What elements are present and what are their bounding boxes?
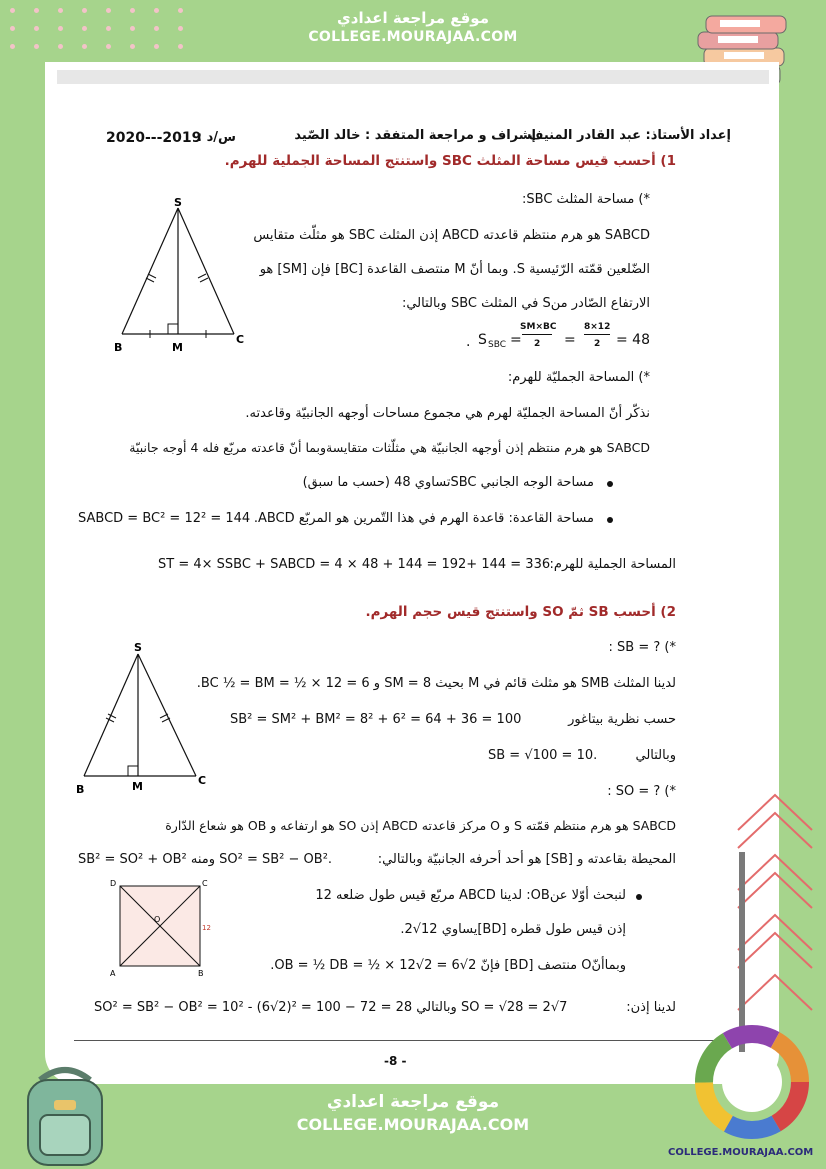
q2-sb-formula: SB = √100 = 10. [488,748,598,763]
tri1-label-m: M [172,341,183,354]
ssbc-result: = 48 [616,332,650,348]
square-abcd-figure [108,876,218,978]
q1-bullet2-formula: SABCD = BC² = 12² = 144 [78,511,251,526]
triangle-sbc-figure [108,196,248,356]
bottom-site-name: موقع مراجعة اعدادي [326,1092,500,1112]
tri2-label-s: S [134,641,142,654]
q1-sub2: *) المساحة الجمليّة للهرم: [507,370,650,385]
sq-label-b: B [198,969,204,978]
q1-para2-line1: نذكّر أنّ المساحة الجمليّة لهرم هي مجموع مساحات أوجهه الجانبيّة وقاعدته. [245,406,650,421]
header-year-label: س/د : [196,130,236,145]
q1-para1-line1: SABCD هو هرم منتظم قاعدته ABCD إذن المثلث SBC هو مثلّث متقايس [253,228,650,243]
q2-line1: لدينا المثلث SMB هو مثلث قائم في M بحيث SM = 8 و 6 = 12 × ½ = BC ½ = BM. [196,676,676,691]
q2-b1-line3: وبماأنّO منتصف [BD] فإنّ OB = ½ DB = ½ × 12√2 = 6√2. [270,958,626,973]
q2-final-formula: SO = √28 = 2√7 وبالتالي SO² = SB² − OB² = 10² - (6√2)² = 100 − 72 = 28 [94,1000,568,1015]
tri2-label-m: M [132,780,143,793]
q2-pyth-label: حسب نظرية بيتاغور [568,712,676,727]
bullet-2 [607,517,613,523]
header-year: 2020---2019 [106,130,202,146]
sq-label-c: C [202,879,208,888]
header-prepared-by: إعداد الأستاذ: عبد القادر المنيف [528,128,731,143]
page-top-strip [57,70,769,84]
frac2-denominator: 2 [594,339,601,349]
tri1-label-b: B [114,341,123,354]
triangle-smb-figure [74,640,224,800]
site-name: موقع مراجعة اعدادي [337,9,489,27]
bullet-1 [607,481,613,487]
q2-sb-question: : SB = ? (* [608,640,676,655]
q1-sub1: *) مساحة المثلث SBC: [522,192,650,207]
bottom-site-url[interactable]: COLLEGE.MOURAJAA.COM [296,1115,530,1134]
tri2-label-b: B [76,783,85,796]
header-supervised-by: إشراف و مراجعة المتفقد : خالد الصّيد [294,128,536,143]
site-logo[interactable] [690,1022,820,1147]
q2-para3-line2-formula: SB² = SO² + OB² ومنه SO² = SB² − OB². [78,852,333,867]
q1-total-formula: ST = 4× SSBC + SABCD = 4 × 48 + 144 = 192+ 144 = 336 [158,557,551,572]
tri1-label-c: C [236,333,245,346]
q1-total-label: المساحة الجملية للهرم: [549,557,676,572]
q1-title: 1) أحسب قيس مساحة المثلث SBC واستنتج المساحة الجملية للهرم. [224,153,676,169]
q2-b1-line1: لنبحث أوّلا عنOB: لدينا ABCD مربّع قيس طول ضلعه 12 [315,888,626,903]
q2-b1-line2: إذن قيس طول قطره [BD]يساوي 12√2. [400,922,626,937]
logo-url[interactable]: COLLEGE.MOURAJAA.COM [668,1147,814,1158]
sq-label-a: A [110,969,116,978]
q2-sb-label: وبالتالي [635,748,676,763]
sq-label-d: D [110,879,117,888]
bottom-site-banner[interactable] [278,1078,548,1150]
tri1-label-s: S [174,196,182,209]
q1-bullet1: مساحة الوجه الجانبي SBCتساوي 48 (حسب ما سبق) [302,475,594,490]
q2-para3-line1: SABCD هو هرم منتظم قمّته S و O مركز قاعدته ABCD إذن SO هو ارتفاعه و OB هو شعاع الدّارة [165,818,676,833]
q2-title: 2) أحسب SB ثمّ SO واستنتج قيس حجم الهرم. [365,604,676,620]
backpack-icon [10,1060,120,1169]
q2-pyth-formula: SB² = SM² + BM² = 8² + 6² = 64 + 36 = 100 [230,712,522,727]
q1-para1-line3: الارتفاع الصّادر منS في المثلث SBC وبالتالي: [401,296,650,311]
q1-bullet2-text: مساحة القاعدة: قاعدة الهرم في هذا التّمرين هو المربّع ABCD. [253,511,594,526]
bullet-3 [636,894,642,900]
sq-label-side: 12 [202,924,211,932]
page-number: -8 - [384,1054,407,1068]
top-site-banner[interactable] [283,0,543,60]
frac2-numerator: 8×12 [584,322,611,332]
sq-label-o: O [154,915,161,924]
ssbc-subscript: SBC [488,340,507,350]
q1-para2-line2: SABCD هو هرم منتظم إذن أوجهه الجانبيّة هي مثلّثات متقايسةوبما أنّ قاعدته مربّع فله 4 أوجه جانبيّة [129,440,650,455]
frac1-denominator: 2 [534,339,541,349]
tri2-label-c: C [198,774,207,787]
decorative-dots [0,0,230,60]
ssbc-symbol: S [478,332,487,348]
footer-rule [74,1040,714,1041]
q1-ssbc-formula: . S SBC = SM×BC 2 = 8×12 2 = 48 [466,322,650,350]
frac1-numerator: SM×BC [520,322,557,332]
q2-final-label: لدينا إذن: [626,1000,676,1015]
site-url[interactable]: COLLEGE.MOURAJAA.COM [308,29,518,45]
q2-so-question: : SO = ? (* [607,784,676,799]
q1-para1-line2: الضّلعين قمّته الرّئيسية S. وبما أنّ M منتصف القاعدة [BC] فإن [SM] هو [259,262,650,277]
q2-para3-line2-text: المحيطة بقاعدته و [SB] هو أحد أحرفه الجانبيّة وبالتالي: [377,852,676,867]
